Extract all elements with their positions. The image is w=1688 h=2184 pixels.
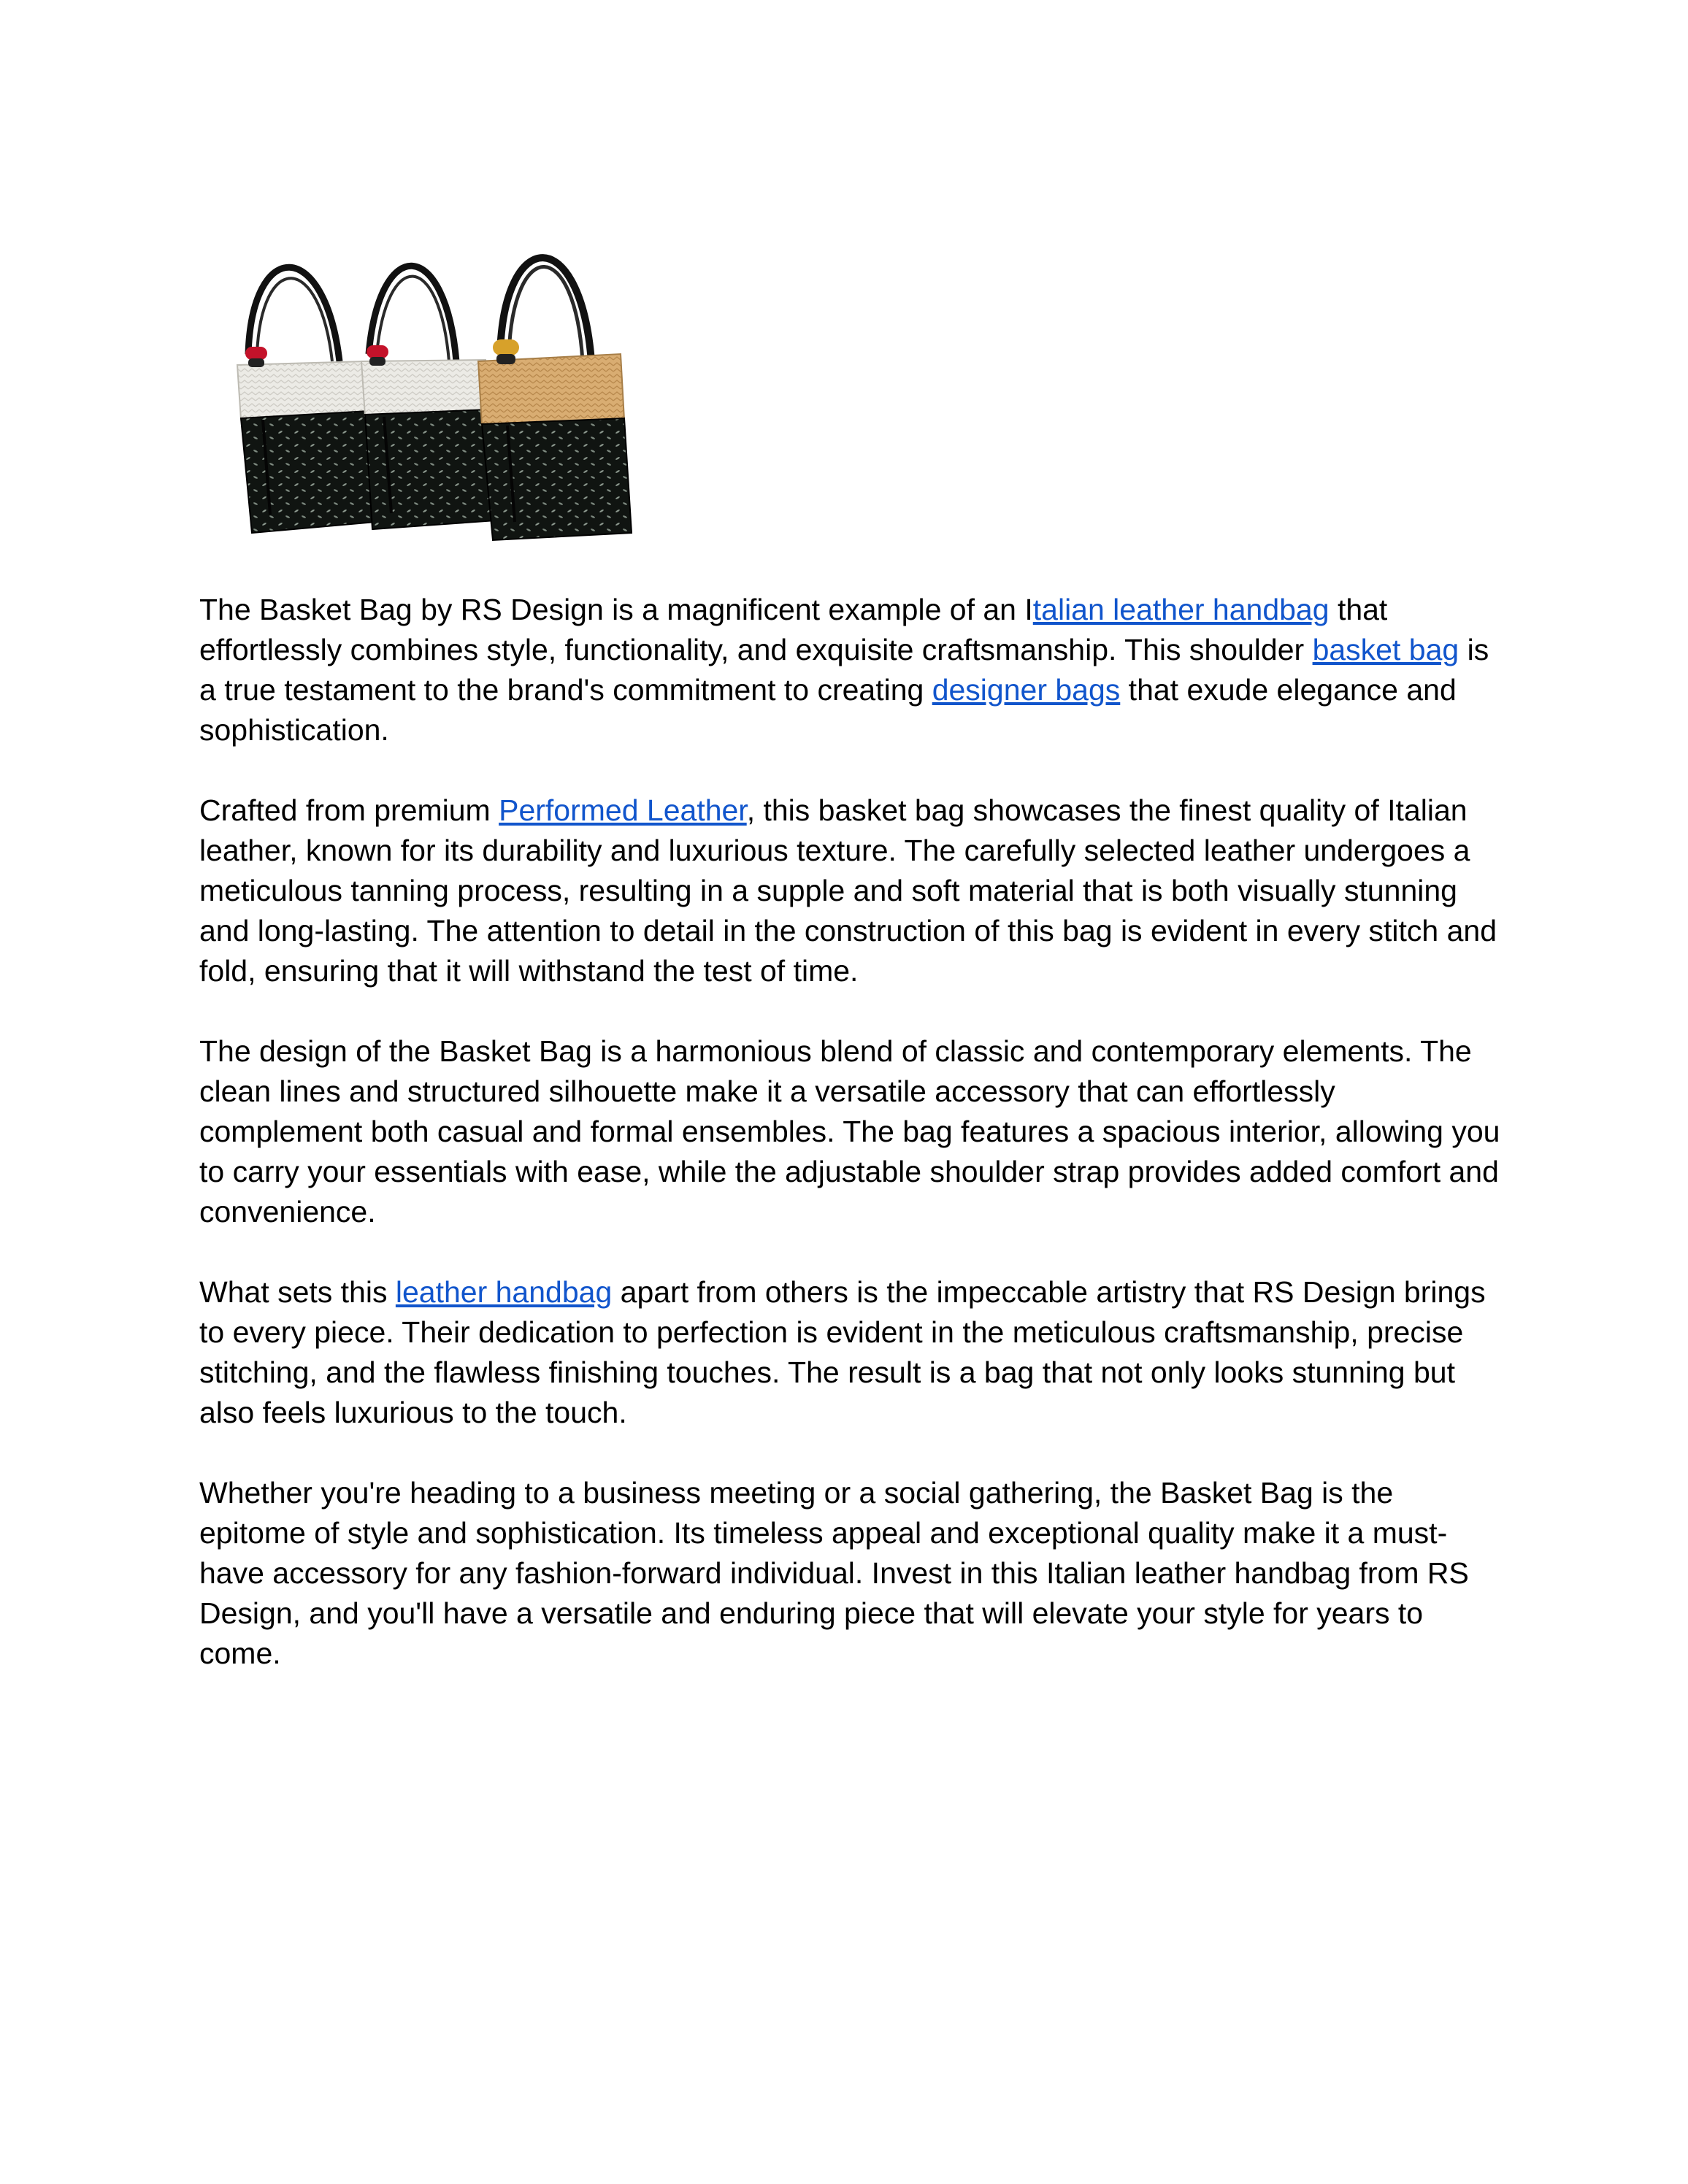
bag-tan-right [478,258,632,540]
bag-white-left [237,267,376,533]
paragraph-conclusion: Whether you're heading to a business meeting or a social gathering, the Basket Bag is the epitome of style and sophistication. Its timeless appeal and exceptional quality make it a must-have accessory for any fashion-forward individual. Invest in this Italian leather handbag from RS Design, and you'll have a versatile and enduring piece that will elevate your style for years to come. [199,1476,1469,1670]
link-leather-handbag[interactable]: leather handbag [395,1275,613,1309]
link-basket-bag[interactable]: basket bag [1312,633,1459,666]
link-italian-leather-handbag[interactable]: talian leather handbag [1032,593,1330,626]
product-image [212,245,664,558]
link-performed-leather[interactable]: Performed Leather [499,793,747,827]
article-body [199,590,1506,1714]
bag-white-middle [361,266,496,529]
paragraph-artistry: What sets this leather handbag apart from others is the impeccable artistry that RS Design brings to every piece. Their dedication to perfection is evident in the meticulous craftsmanship, precise stitching, and the flawless finishing touches. The result is a bag that not only looks stunning but also feels luxurious to the touch. [199,1275,1486,1429]
paragraph-design: The design of the Basket Bag is a harmonious blend of classic and contemporary elements. The clean lines and structured silhouette make it a versatile accessory that can effortlessly complement both casual and formal ensembles. The bag features a spacious interior, allowing you to carry your essentials with ease, while the adjustable shoulder strap provides added comfort and convenience. [199,1034,1500,1228]
paragraph-materials: Crafted from premium Performed Leather, this basket bag showcases the finest quality of Italian leather, known for its durability and luxurious texture. The carefully selected leather undergoes a meticulous tanning process, resulting in a supple and soft material that is both visually stunning and long-lasting. The attention to detail in the construction of this bag is evident in every stitch and fold, ensuring that it will withstand the test of time. [199,793,1497,988]
paragraph-intro: The Basket Bag by RS Design is a magnificent example of an Italian leather handbag that effortlessly combines style, functionality, and exquisite craftsmanship. This shoulder basket bag is a true testament to the brand's commitment to creating designer bags that exude elegance and sophistication. [199,593,1489,747]
link-designer-bags[interactable]: designer bags [932,673,1121,707]
